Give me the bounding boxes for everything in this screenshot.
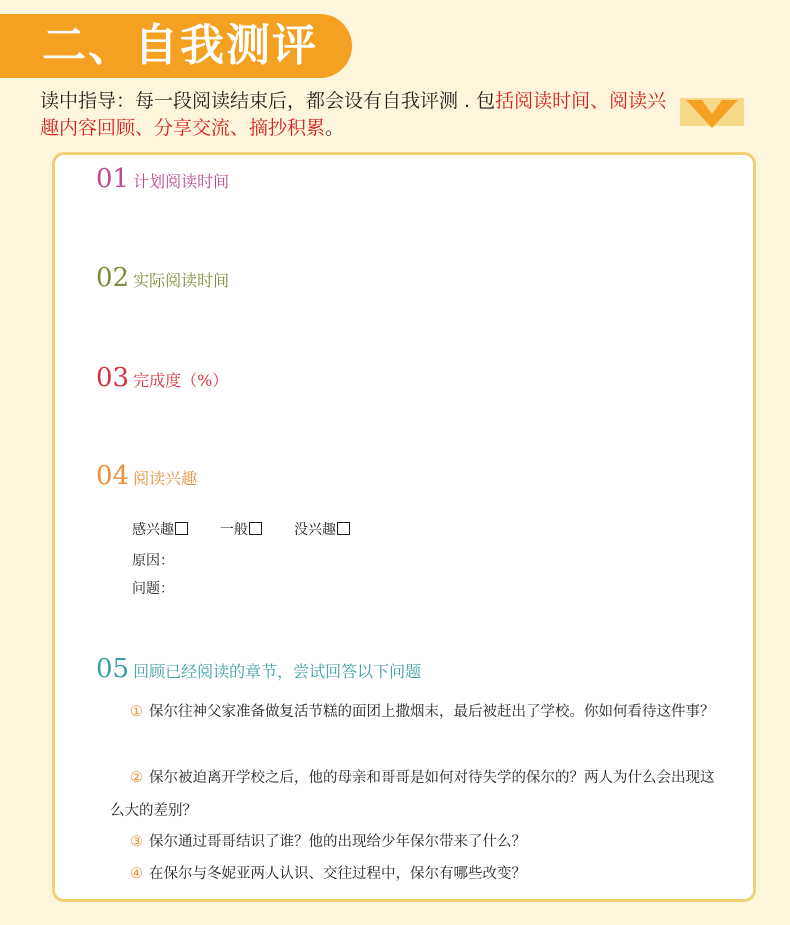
review-question — [110, 826, 722, 859]
question-text: 保尔通过哥哥结识了谁？他的出现给少年保尔带来了什么？ — [149, 834, 526, 850]
page-title: 二、自我测评 — [42, 20, 318, 71]
interest-option[interactable]: 一般 — [220, 519, 262, 539]
review-question — [110, 762, 722, 828]
section-number: 04 — [96, 461, 130, 491]
section-title: 实际阅读时间 — [133, 271, 230, 290]
question-number: ① — [130, 704, 143, 720]
reading-guide — [40, 88, 670, 142]
checkbox-icon[interactable] — [337, 522, 350, 535]
section-number: 05 — [96, 654, 130, 684]
title-banner — [0, 14, 352, 78]
question-number: ② — [130, 770, 143, 786]
section-review — [96, 654, 421, 684]
section-number: 02 — [96, 263, 130, 293]
question-text: 在保尔与冬妮亚两人认识、交往过程中，保尔有哪些改变？ — [149, 866, 526, 882]
reason-label: 原因： — [132, 553, 174, 569]
section-actual-time — [96, 263, 229, 293]
section-interest — [96, 461, 197, 491]
section-title: 计划阅读时间 — [133, 172, 230, 191]
question-text: 保尔被迫离开学校之后，他的母亲和哥哥是如何对待失学的保尔的？两人为什么会出现这么大的差别？ — [110, 770, 715, 819]
section-number: 01 — [96, 164, 130, 194]
section-planned-time — [96, 164, 229, 194]
interest-option[interactable]: 感兴趣 — [132, 519, 188, 539]
section-title: 回顾已经阅读的章节，尝试回答以下问题 — [133, 662, 422, 681]
checkbox-icon[interactable] — [249, 522, 262, 535]
question-number: ③ — [130, 834, 143, 850]
section-title: 完成度（%） — [133, 371, 229, 390]
interest-option[interactable]: 没兴趣 — [294, 519, 350, 539]
question-label: 问题： — [132, 581, 174, 597]
section-title: 阅读兴趣 — [133, 469, 198, 488]
review-question — [110, 696, 722, 729]
question-text: 保尔往神父家准备做复活节糕的面团上撒烟末，最后被赶出了学校。你如何看待这件事？ — [149, 704, 715, 720]
interest-options — [132, 519, 350, 539]
section-completion — [96, 363, 228, 393]
review-question — [110, 858, 722, 891]
section-number: 03 — [96, 363, 130, 393]
guide-highlight: 括阅读时间、阅读兴趣内容回顾、分享交流、摘抄积累 — [40, 90, 667, 139]
guide-text: 读中指导：每一段阅读结束后，都会设有自我评测 . 包 — [40, 90, 496, 112]
guide-end: 。 — [325, 117, 345, 139]
checkbox-icon[interactable] — [175, 522, 188, 535]
chevron-down-icon — [680, 94, 744, 130]
question-number: ④ — [130, 866, 143, 882]
